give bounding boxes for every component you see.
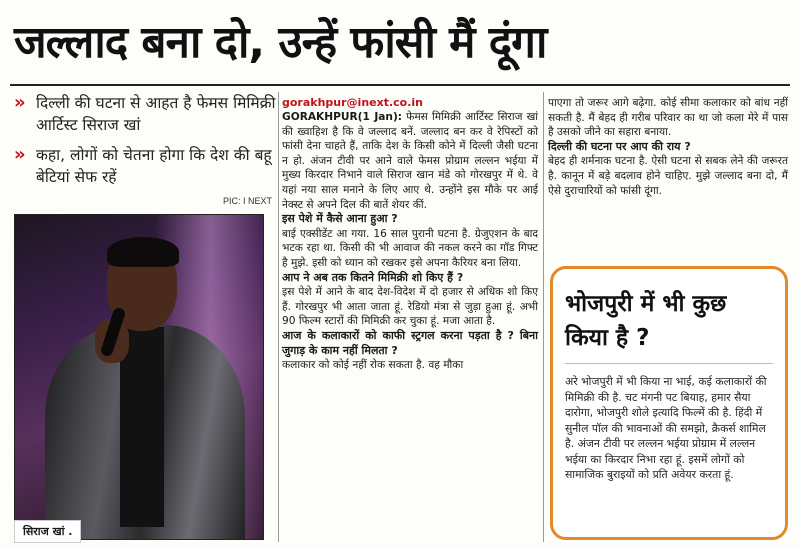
article-intro: GORAKHPUR(1 Jan): फेमस मिमिक्री आर्टिस्ट सिराज खां की ख्वाहिश है कि वे जल्लाद बनें. जल्लाद बन कर वे रेपिस्टों को फांसी देना चाहते हैं, ताकि देश के किसी कोने में दिल्ली जैसी घटना न हो. अंजन टीवी पर आने वाले फेमस प्रोग्राम लल्लन भईया में मुख्य किरदार निभाने वाले सिराज खान मंडे को गोरखपुर में थे. वे यहां नया साल मनाने के लिए आए थे. उन्होंने इस मौके पर आई नेक्स्ट से अपने दिल की बातें शेयर कीं.: [282, 111, 538, 211]
answer-text: कलाकार को कोई नहीं रोक सकता है. वह मौका: [282, 359, 464, 372]
author-email: gorakhpur@inext.co.in: [282, 96, 424, 109]
question-heading: दिल्ली की घटना पर आप की राय ?: [548, 139, 691, 153]
sidebox: [550, 266, 788, 540]
left-column: [14, 92, 276, 542]
article-column-1: [282, 96, 538, 542]
answer-text: इस पेशे में आने के बाद देश-विदेश में दो हजार से अधिक शो किए हैं. गोरखपुर भी आता जाता हूं. रेडियो मंत्रा से जुड़ा हुआ हूं. अभी 90 फिल्म स्टारों की मिमिक्री कर चुका हूं. मजा आता है.: [282, 286, 538, 328]
article-column-2: [548, 96, 788, 198]
question-heading: आप ने अब तक कितने मिमिक्री शो किए हैं ?: [282, 270, 464, 284]
column-divider: [543, 92, 544, 542]
headline-rule: [10, 84, 790, 86]
answer-text: बेहद ही शर्मनाक घटना है. ऐसी घटना से सबक लेने की जरूरत है. कानून में बड़े बदलाव होने चाहिए. मुझे जल्लाद बना दो, मैं ऐसे दुराचारियों को फांसी दूंगा.: [548, 155, 788, 197]
bullet-chevron-icon: »: [14, 144, 26, 165]
column-divider: [278, 92, 279, 542]
sidebox-divider: [565, 363, 773, 364]
sidebox-text: अरे भोजपुरी में भी किया ना भाई, कई कलाकारों की मिमिक्री की है. चट मंगनी पट बियाह, हमार सैया दारोगा, भोजपुरी शोले इत्यादि फिल्में की है. हिंदी में सुनील पॉल की भावनाओं की समझो, क्रैकर्स शामिल है. अंजन टीवी पर लल्लन भईया प्रोग्राम में लल्लन भईया का किरदार निभा रहा हूं. इसमें लोगों को सामाजिक बुराइयों को प्रति अवेयर करता हूं.: [565, 375, 767, 481]
bullet-item: [14, 144, 276, 188]
headline: जल्लाद बना दो, उन्हें फांसी मैं दूंगा: [14, 17, 547, 68]
pic-credit: PIC: I NEXT: [222, 196, 272, 206]
answer-text: पाएगा तो जरूर आगे बढ़ेगा. कोई सीमा कलाकार को बांध नहीं सकती है. मैं बेहद ही गरीब परिवार का था जो कला मेरे में पास है उसको जीने का सहारा बनाया.: [548, 97, 788, 139]
bullet-chevron-icon: »: [14, 92, 26, 113]
question-heading: इस पेशे में कैसे आना हुआ ?: [282, 212, 398, 226]
bullet-item: [14, 92, 276, 136]
question-heading: आज के कलाकारों को काफी स्ट्रगल करना पड़ता है ? बिना जुगाड़ के काम नहीं मिलता ?: [282, 328, 538, 357]
artist-photo: [14, 214, 264, 540]
bullet-text: दिल्ली की घटना से आहत है फेमस मिमिक्री आर्टिस्ट सिराज खां: [36, 94, 276, 134]
bullet-text: कहा, लोगों को चेतना होगा कि देश की बहू बेटियां सेफ रहें: [36, 146, 272, 186]
answer-text: बाई एक्सीडेंट आ गया. 16 साल पुरानी घटना है. ग्रेजुएशन के बाद भटक रहा था. किसी की भी आवाज की नकल करने का गॉड गिफ्ट है मुझे. इसी को ध्यान को रखकर इसे अपना कैरियर बना लिया.: [282, 227, 538, 269]
photo-caption: सिराज खां .: [14, 520, 81, 543]
dateline: GORAKHPUR(1 Jan):: [282, 111, 403, 123]
sidebox-title: भोजपुरी में भी कुछ किया है ?: [565, 291, 727, 351]
